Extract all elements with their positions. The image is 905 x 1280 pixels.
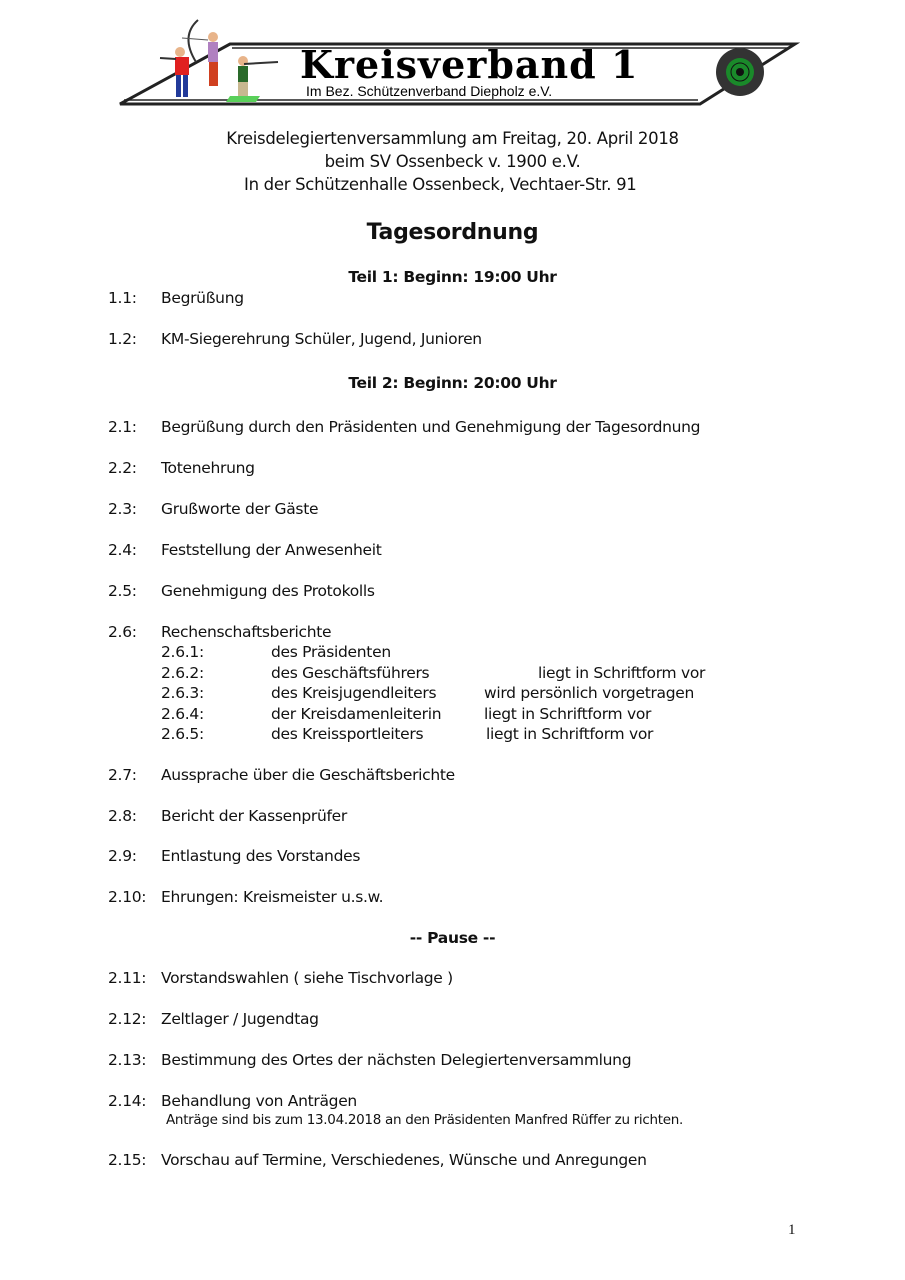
- item-text: Begrüßung: [161, 289, 244, 307]
- item-number: 2.7:: [108, 766, 137, 784]
- item-text: Begrüßung durch den Präsidenten und Genehmigung der Tagesordnung: [161, 418, 701, 436]
- item-2-14-note: Anträge sind bis zum 13.04.2018 an den Präsidenten Manfred Rüffer zu richten.: [166, 1112, 684, 1128]
- item-number: 2.9:: [108, 847, 137, 865]
- subitem-number: 2.6.1:: [161, 643, 204, 661]
- item-text: Grußworte der Gäste: [161, 500, 319, 518]
- item-text: Ehrungen: Kreismeister u.s.w.: [161, 888, 384, 906]
- subitem-text: des Präsidenten: [271, 643, 391, 661]
- subitem-number: 2.6.4:: [161, 705, 204, 723]
- item-number: 2.6:: [108, 623, 137, 641]
- subitem-number: 2.6.2:: [161, 664, 204, 682]
- item-number: 2.1:: [108, 418, 137, 436]
- rifle-shooter-icon: [226, 56, 278, 102]
- subitem-text: des Kreissportleiters: [271, 725, 424, 743]
- item-text: Bericht der Kassenprüfer: [161, 807, 347, 825]
- part1-heading: Teil 1: Beginn: 19:00 Uhr: [348, 268, 557, 286]
- subitem-note: liegt in Schriftform vor: [486, 725, 654, 743]
- logo-title: Kreisverband 1: [300, 42, 639, 87]
- logo-subtitle: Im Bez. Schützenverband Diepholz e.V.: [306, 83, 553, 99]
- item-text: Vorstandswahlen ( siehe Tischvorlage ): [161, 969, 453, 987]
- meeting-location: In der Schützenhalle Ossenbeck, Vechtaer-Str. 91: [244, 175, 637, 194]
- part2-heading: Teil 2: Beginn: 20:00 Uhr: [348, 374, 557, 392]
- item-text: Feststellung der Anwesenheit: [161, 541, 382, 559]
- pistol-shooter-icon: [160, 47, 189, 97]
- item-text: Entlastung des Vorstandes: [161, 847, 361, 865]
- item-text: Vorschau auf Termine, Verschiedenes, Wünsche und Anregungen: [161, 1151, 647, 1169]
- meeting-title: Kreisdelegiertenversammlung am Freitag, 20. April 2018: [226, 129, 679, 148]
- item-number: 1.2:: [108, 330, 137, 348]
- item-number: 2.2:: [108, 459, 137, 477]
- subitem-number: 2.6.5:: [161, 725, 204, 743]
- page-title: Tagesordnung: [366, 220, 539, 245]
- item-number: 2.11:: [108, 969, 147, 987]
- item-number: 2.5:: [108, 582, 137, 600]
- subitem-number: 2.6.3:: [161, 684, 204, 702]
- item-text: Behandlung von Anträgen: [161, 1092, 357, 1110]
- meeting-host: beim SV Ossenbeck v. 1900 e.V.: [324, 152, 581, 171]
- subitem-text: der Kreisdamenleiterin: [271, 705, 442, 723]
- item-number: 2.13:: [108, 1051, 147, 1069]
- logo-graphic: [110, 14, 800, 110]
- item-text: Totenehrung: [161, 459, 255, 477]
- emblem-target-icon: [716, 48, 764, 96]
- item-text: Genehmigung des Protokolls: [161, 582, 375, 600]
- subitem-text: des Kreisjugendleiters: [271, 684, 437, 702]
- item-number: 2.10:: [108, 888, 147, 906]
- item-number: 2.15:: [108, 1151, 147, 1169]
- pause-label: -- Pause --: [409, 929, 496, 947]
- item-number: 2.8:: [108, 807, 137, 825]
- page-number: 1: [788, 1222, 796, 1238]
- item-number: 2.12:: [108, 1010, 147, 1028]
- item-text: Aussprache über die Geschäftsberichte: [161, 766, 455, 784]
- item-text: Rechenschaftsberichte: [161, 623, 332, 641]
- item-number: 1.1:: [108, 289, 137, 307]
- item-text: Zeltlager / Jugendtag: [161, 1010, 319, 1028]
- subitem-note: liegt in Schriftform vor: [484, 705, 652, 723]
- subitem-text: des Geschäftsführers: [271, 664, 430, 682]
- subitem-note: wird persönlich vorgetragen: [484, 684, 695, 702]
- item-text: Bestimmung des Ortes der nächsten Delegiertenversammlung: [161, 1051, 632, 1069]
- item-text: KM-Siegerehrung Schüler, Jugend, Junioren: [161, 330, 482, 348]
- item-number: 2.4:: [108, 541, 137, 559]
- subitem-note: liegt in Schriftform vor: [538, 664, 706, 682]
- item-number: 2.3:: [108, 500, 137, 518]
- item-number: 2.14:: [108, 1092, 147, 1110]
